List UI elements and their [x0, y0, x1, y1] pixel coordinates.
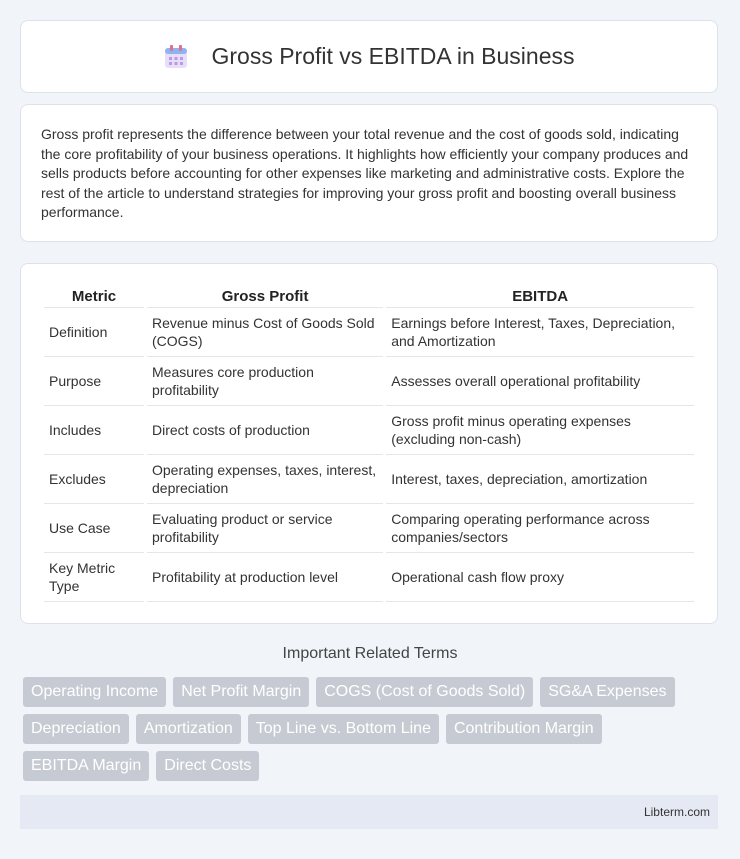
- intro-text: Gross profit represents the difference between your total revenue and the cost of goods sold, indicating the core profitability of your business operations. It highlights how efficiently your company produces and sells products before accounting for other expenses like marketing and administrative costs. Explore the rest of the article to understand strategies for improving your gross profit and boosting overall business performance.: [41, 126, 689, 220]
- metric-cell: Includes: [44, 406, 144, 455]
- table-header-row: [44, 284, 694, 308]
- related-term-tag[interactable]: Direct Costs: [156, 751, 259, 781]
- gross-profit-cell: Direct costs of production: [147, 406, 383, 455]
- metric-cell: Purpose: [44, 357, 144, 406]
- related-term-tag[interactable]: Depreciation: [23, 714, 129, 744]
- related-term-tag[interactable]: SG&A Expenses: [540, 677, 674, 707]
- related-term-tag[interactable]: Net Profit Margin: [173, 677, 309, 707]
- related-term-tag[interactable]: Top Line vs. Bottom Line: [248, 714, 439, 744]
- related-term-tag[interactable]: Amortization: [136, 714, 241, 744]
- ebitda-cell: Gross profit minus operating expenses (excluding non-cash): [386, 406, 694, 455]
- gross-profit-cell: Profitability at production level: [147, 553, 383, 602]
- metric-cell: Use Case: [44, 504, 144, 553]
- table-row: [44, 504, 694, 553]
- gross-profit-cell: Revenue minus Cost of Goods Sold (COGS): [147, 308, 383, 357]
- ebitda-cell: Operational cash flow proxy: [386, 553, 694, 602]
- ebitda-cell: Interest, taxes, depreciation, amortization: [386, 455, 694, 504]
- footer: [20, 795, 718, 829]
- column-header: Gross Profit: [147, 284, 383, 308]
- related-term-tag[interactable]: Contribution Margin: [446, 714, 602, 744]
- table-row: [44, 553, 694, 602]
- related-term-tag[interactable]: EBITDA Margin: [23, 751, 149, 781]
- related-term-tag[interactable]: Operating Income: [23, 677, 166, 707]
- table-row: [44, 308, 694, 357]
- intro-card: [20, 104, 718, 242]
- ebitda-cell: Assesses overall operational profitability: [386, 357, 694, 406]
- page-title: Gross Profit vs EBITDA in Business: [211, 43, 575, 69]
- table-row: [44, 406, 694, 455]
- gross-profit-cell: Operating expenses, taxes, interest, depreciation: [147, 455, 383, 504]
- metric-cell: Key Metric Type: [44, 553, 144, 602]
- column-header: EBITDA: [386, 284, 694, 308]
- comparison-card: [20, 263, 718, 624]
- metric-cell: Definition: [44, 308, 144, 357]
- related-terms-title: Important Related Terms: [282, 645, 458, 662]
- gross-profit-cell: Evaluating product or service profitability: [147, 504, 383, 553]
- metric-cell: Excludes: [44, 455, 144, 504]
- page-header: [20, 20, 718, 93]
- comparison-table: [41, 284, 697, 602]
- ebitda-cell: Earnings before Interest, Taxes, Depreciation, and Amortization: [386, 308, 694, 357]
- gross-profit-cell: Measures core production profitability: [147, 357, 383, 406]
- table-row: [44, 455, 694, 504]
- column-header: Metric: [44, 284, 144, 308]
- table-row: [44, 357, 694, 406]
- ebitda-cell: Comparing operating performance across companies/sectors: [386, 504, 694, 553]
- footer-site-link[interactable]: Libterm.com: [643, 805, 710, 819]
- related-term-tag[interactable]: COGS (Cost of Goods Sold): [316, 677, 533, 707]
- calendar-icon: [163, 44, 189, 70]
- related-terms-list: [23, 677, 723, 788]
